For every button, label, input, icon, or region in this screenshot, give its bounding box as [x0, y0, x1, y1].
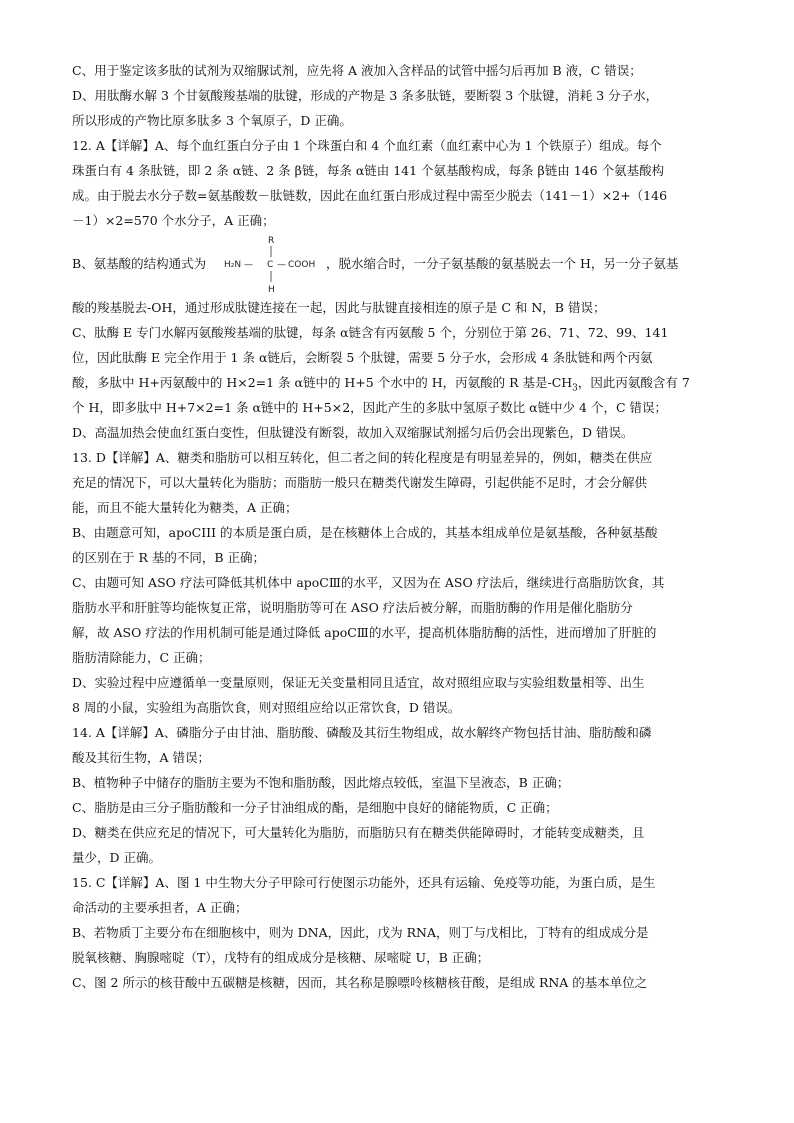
- text-line: C、用于鉴定该多肽的试剂为双缩脲试剂，应先将 A 液加入含样品的试管中摇匀后再加 B 液，C 错误；: [72, 63, 642, 78]
- text-line: 成。由于脱去水分子数=氨基酸数－肽链数，因此在血红蛋白形成过程中需至少脱去（141－1）×2+（146: [72, 188, 668, 203]
- text-line: 酸，多肽中 H+丙氨酸中的 H×2=1 条 α链中的 H+5 个水中的 H，丙氨酸的 R 基是$-CH_3$，因此丙氨酸含有 7: [72, 375, 690, 394]
- r-group: R: [268, 236, 275, 246]
- text-line: 个 H，即多肽中 H+7×2=1 条 α链中的 H+5×2，因此产生的多肽中氢原子数比 α链中少 4 个，C 错误；: [72, 400, 667, 415]
- svg-text:—: —: [244, 260, 253, 270]
- text-line: 酸及其衍生物，A 错误；: [72, 750, 211, 765]
- svg-text:—: —: [277, 260, 286, 270]
- text-line: 15. C【详解】A、图 1 中生物大分子甲除可行使图示功能外，还具有运输、免疫等功能，为蛋白质，是生: [72, 875, 656, 890]
- text-line: 13. D【详解】A、糖类和脂肪可以相互转化，但二者之间的转化程度是有明显差异的，例如，糖类在供应: [72, 450, 653, 465]
- text-line: 脂肪水平和肝脏等均能恢复正常，说明脂肪等可在 ASO 疗法后被分解，而脂肪酶的作用是催化脂肪分: [72, 600, 633, 615]
- text-line: 能，而且不能大量转化为糖类，A 正确；: [72, 500, 298, 515]
- text-line: 14. A【详解】A、磷脂分子由甘油、脂肪酸、磷酸及其衍生物组成，故水解终产物包括甘油、脂肪酸和磷: [72, 725, 652, 740]
- text-line: 位，因此肽酶 E 完全作用于 1 条 α链后，会断裂 5 个肽键，需要 5 分子水，会形成 4 条肽链和两个丙氨: [72, 350, 653, 365]
- text-line: 所以形成的产物比原多肽多 3 个氧原子，D 正确。: [72, 113, 352, 128]
- text-line: 脱氧核糖、胸腺嘧啶（T），戊特有的组成成分是核糖、尿嘧啶 U，B 正确；: [72, 950, 490, 965]
- text-line: －1）×2=570 个水分子，A 正确；: [72, 213, 275, 228]
- amino-acid-structure: [224, 233, 324, 295]
- text-line: 酸的羧基脱去-OH，通过形成肽键连接在一起，因此与肽键直接相连的原子是 C 和 N，B 错误；: [72, 300, 606, 315]
- text-line: 脂肪清除能力，C 正确；: [72, 650, 211, 665]
- amino-group: H₂N: [224, 260, 242, 270]
- text-line: 解，故 ASO 疗法的作用机制可能是通过降低 apoCⅢ的水平，提高机体脂肪酶的活性，进而增加了肝脏的: [72, 625, 657, 640]
- formula-prefix: B、氨基酸的结构通式为: [72, 256, 207, 271]
- text-line: C、由题可知 ASO 疗法可降低其机体中 apoCⅢ的水平，又因为在 ASO 疗法后，继续进行高脂肪饮食，其: [72, 575, 665, 590]
- carboxyl-group: COOH: [288, 260, 316, 270]
- formula-suffix: ，脱水缩合时，一分子氨基酸的氨基脱去一个 H，另一分子氨基: [326, 256, 679, 271]
- text-line: B、植物种子中储存的脂肪主要为不饱和脂肪酸，因此熔点较低，室温下呈液态，B 正确；: [72, 775, 570, 790]
- text-line: D、糖类在供应充足的情况下，可大量转化为脂肪，而脂肪只有在糖类供能障碍时，才能转变成糖类，且: [72, 825, 645, 840]
- text-line: 充足的情况下，可以大量转化为脂肪；而脂肪一般只在糖类代谢发生障碍，引起供能不足时，才会分解供: [72, 475, 648, 490]
- text-line: C、脂肪是由三分子脂肪酸和一分子甘油组成的酯，是细胞中良好的储能物质，C 正确；: [72, 800, 558, 815]
- text-line: D、用肽酶水解 3 个甘氨酸羧基端的肽键，形成的产物是 3 条多肽链，要断裂 3 个肽键，消耗 3 分子水，: [72, 88, 659, 103]
- amino-acid-formula-line: [72, 233, 720, 295]
- text-line: 8 周的小鼠，实验组为高脂饮食，则对照组应给以正常饮食，D 错误。: [72, 700, 461, 715]
- text-line: 的区别在于 R 基的不同，B 正确；: [72, 550, 266, 565]
- text-line: 命活动的主要承担者，A 正确；: [72, 900, 248, 915]
- hydrogen: H: [268, 285, 275, 295]
- text-line: C、图 2 所示的核苷酸中五碳糖是核糖，因而，其名称是腺嘌呤核糖核苷酸，是组成 RNA 的基本单位之: [72, 975, 648, 990]
- text-line: D、实验过程中应遵循单一变量原则，保证无关变量相同且适宜，故对照组应取与实验组数量相等、出生: [72, 675, 645, 690]
- text-line: 12. A【详解】A、每个血红蛋白分子由 1 个珠蛋白和 4 个血红素（血红素中心为 1 个铁原子）组成。每个: [72, 138, 662, 153]
- text-line: D、高温加热会使血红蛋白变性，但肽键没有断裂，故加入双缩脲试剂摇匀后仍会出现紫色，D 错误。: [72, 425, 634, 440]
- text-line: B、由题意可知，apoCIII 的本质是蛋白质，是在核糖体上合成的，其基本组成单位是氨基酸，各种氨基酸: [72, 525, 658, 540]
- text-line: 量少，D 正确。: [72, 850, 161, 865]
- text-line: 珠蛋白有 4 条肽链，即 2 条 α链、2 条 β链，每条 α链由 141 个氨基酸构成，每条 β链由 146 个氨基酸构: [72, 163, 665, 178]
- text-line: B、若物质丁主要分布在细胞核中，则为 DNA，因此，戊为 RNA，则丁与戊相比，丁特有的组成成分是: [72, 925, 649, 940]
- answer-page: [72, 58, 720, 995]
- alpha-carbon: C: [267, 260, 274, 270]
- text-line: C、肽酶 E 专门水解丙氨酸羧基端的肽键，每条 α链含有丙氨酸 5 个，分别位于第 26、71、72、99、141: [72, 325, 669, 340]
